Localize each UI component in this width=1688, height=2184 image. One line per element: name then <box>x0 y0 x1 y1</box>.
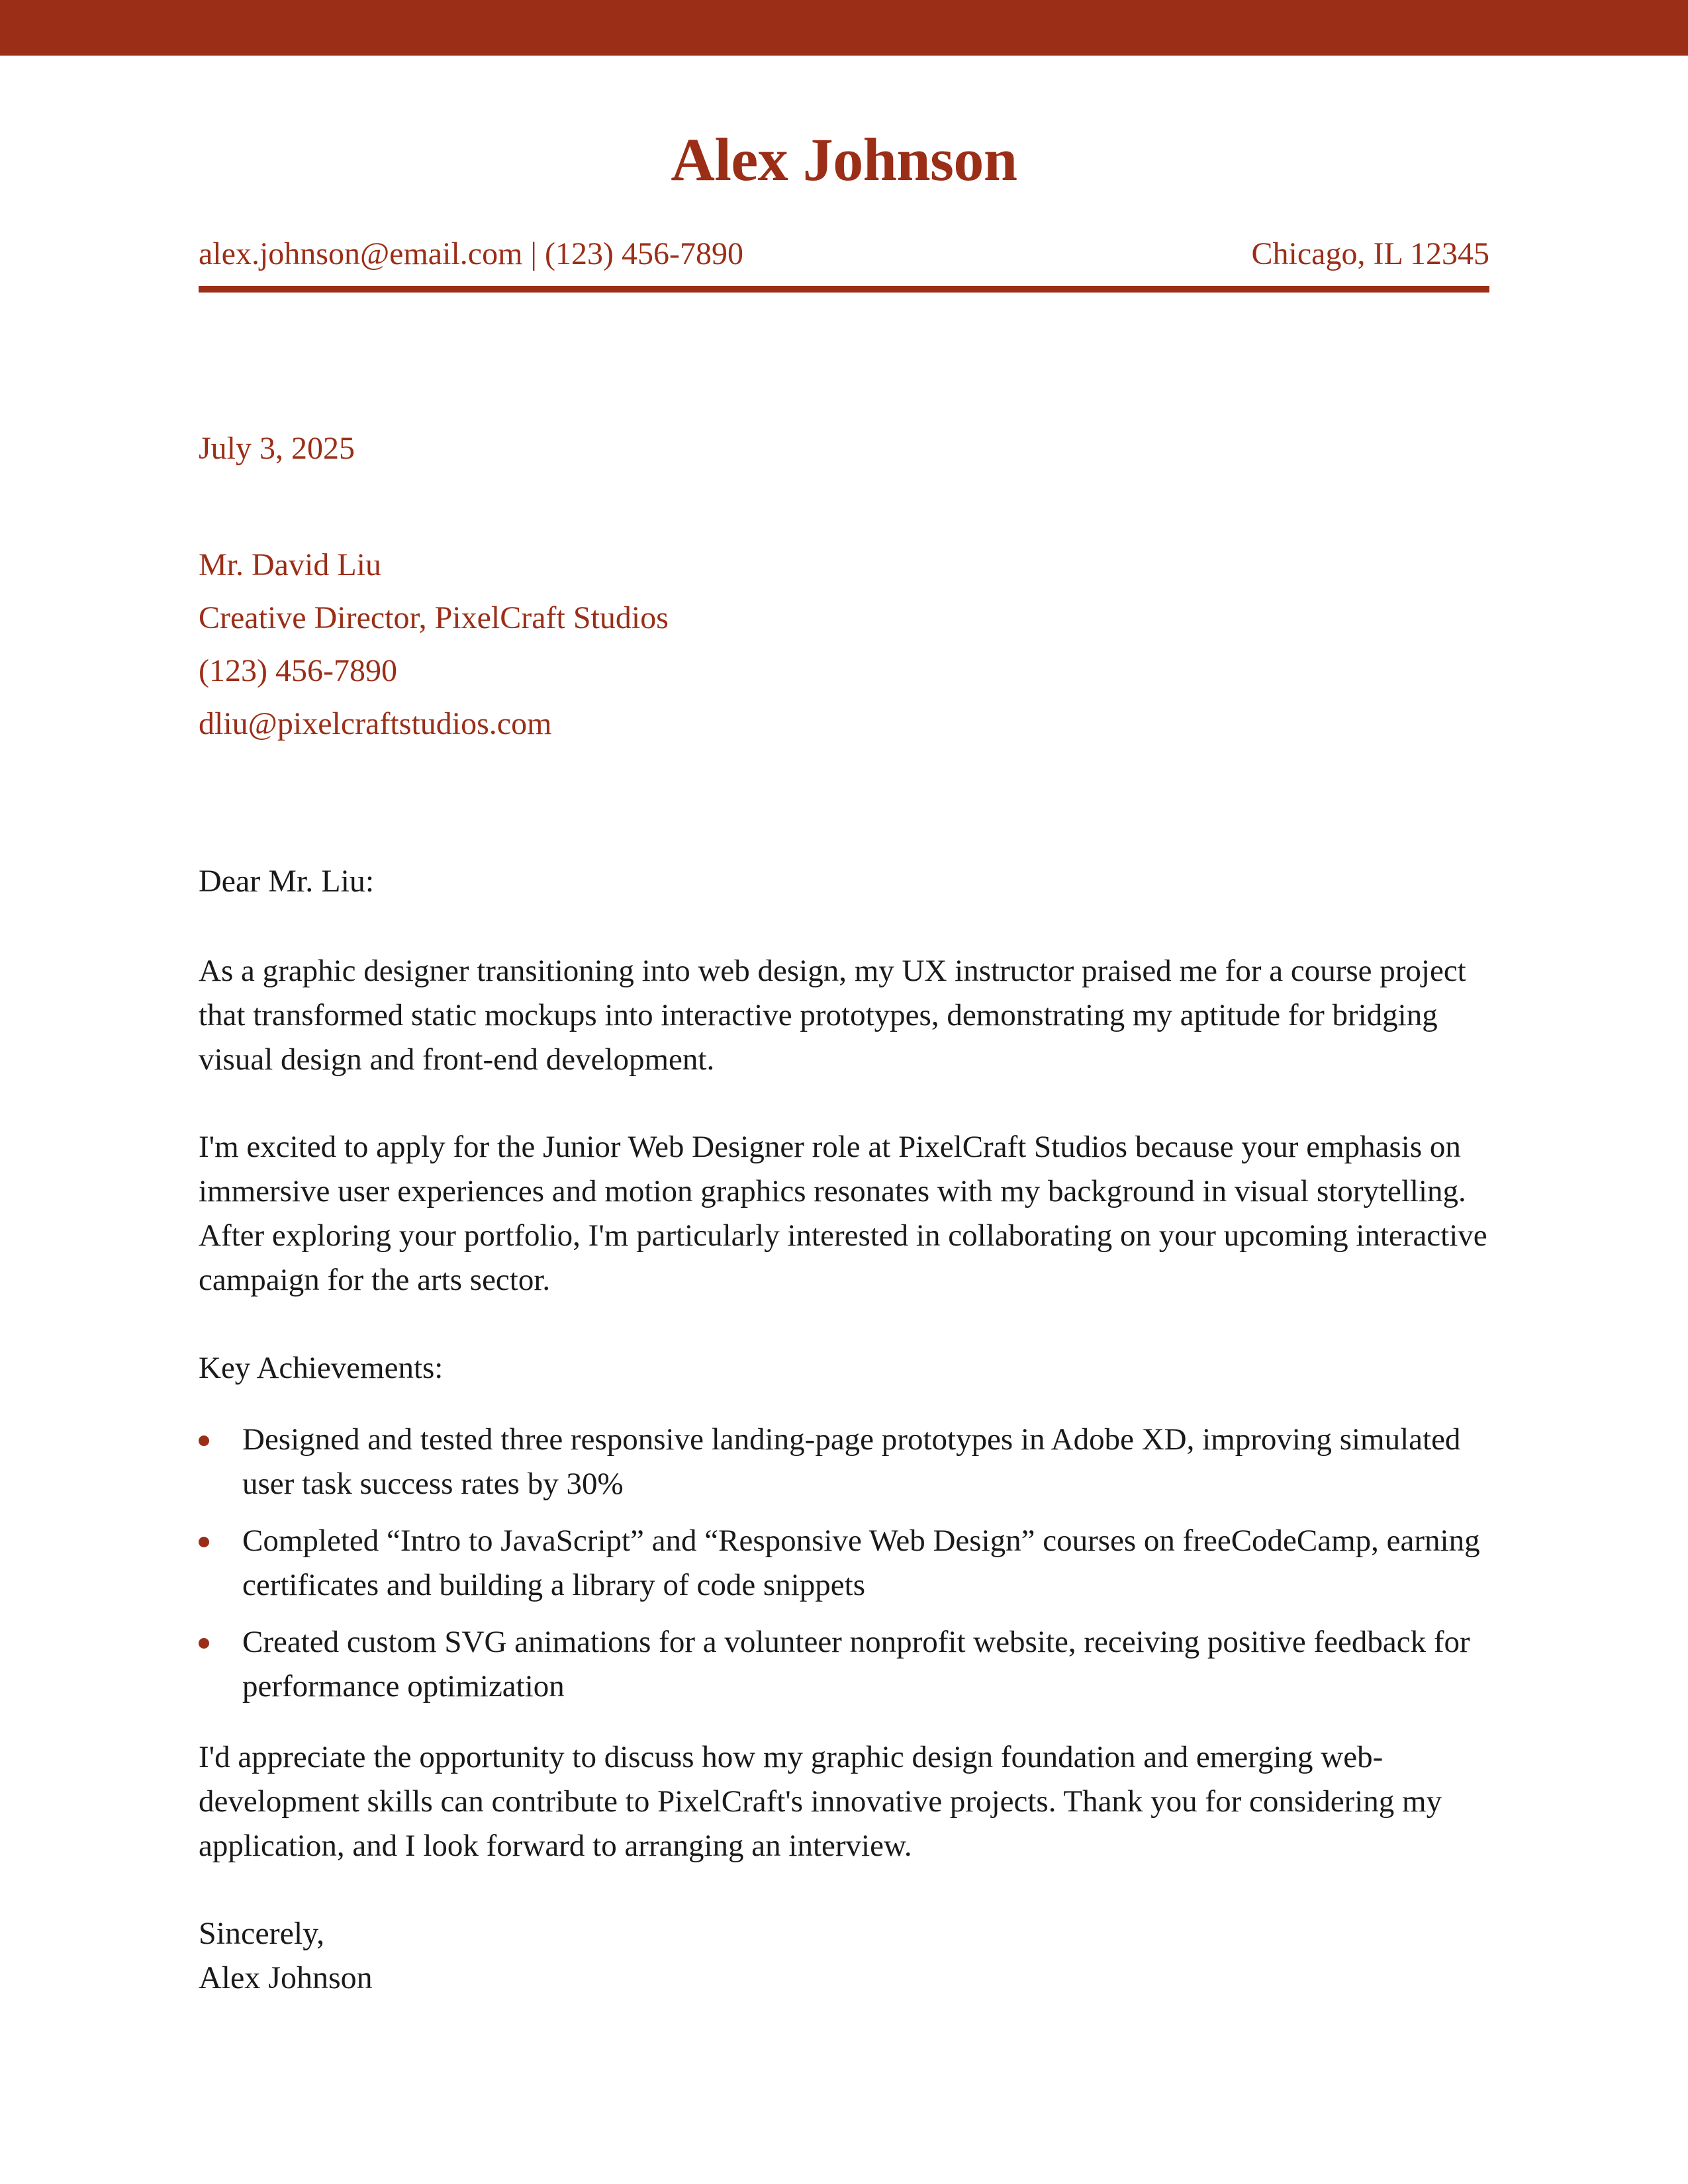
recipient-phone: (123) 456-7890 <box>199 653 397 688</box>
list-item <box>199 1519 1489 1608</box>
closing-block <box>199 1911 373 2000</box>
bullet-dot-icon <box>199 1638 209 1649</box>
body-paragraph-2: I'm excited to apply for the Junior Web Designer role at PixelCraft Studios because your emphasis on immersive user experiences and motion graphics resonates with my background in visual storytelling. After exploring your portfolio, I'm particularly interested in collaborating on your upcoming interactive campaign for the arts sector. <box>199 1130 1487 1297</box>
recipient-email: dliu@pixelcraftstudios.com <box>199 706 552 741</box>
salutation: Dear Mr. Liu: <box>199 864 375 899</box>
recipient-block <box>199 539 669 751</box>
sender-email-phone: alex.johnson@email.com | (123) 456-7890 <box>199 236 743 271</box>
achievements-list <box>199 1418 1489 1721</box>
list-item <box>199 1418 1489 1506</box>
top-accent-bar <box>0 0 1688 56</box>
achievement-text: Designed and tested three responsive landing-page prototypes in Adobe XD, improving simulated user task success rates by 30% <box>242 1422 1461 1501</box>
letter-date: July 3, 2025 <box>199 431 355 466</box>
contact-row <box>199 236 1489 272</box>
list-item <box>199 1620 1489 1709</box>
achievement-text: Created custom SVG animations for a volunteer nonprofit website, receiving positive feedback for performance optimization <box>242 1625 1470 1704</box>
achievements-heading: Key Achievements: <box>199 1351 444 1385</box>
header-divider <box>199 286 1489 293</box>
bullet-dot-icon <box>199 1537 209 1547</box>
closing-paragraph: I'd appreciate the opportunity to discuss how my graphic design foundation and emerging web-development skills can contribute to PixelCraft's innovative projects. Thank you for considering my application, and I look forward to arranging an interview. <box>199 1740 1442 1863</box>
sender-location: Chicago, IL 12345 <box>1251 236 1489 271</box>
signature-name: Alex Johnson <box>199 1960 373 1995</box>
signoff: Sincerely, <box>199 1916 325 1951</box>
achievement-text: Completed “Intro to JavaScript” and “Responsive Web Design” courses on freeCodeCamp, earning certificates and building a library of code snippets <box>242 1524 1480 1602</box>
bullet-dot-icon <box>199 1435 209 1446</box>
sender-name: Alex Johnson <box>671 126 1017 193</box>
recipient-name: Mr. David Liu <box>199 547 381 582</box>
recipient-title: Creative Director, PixelCraft Studios <box>199 600 669 635</box>
body-paragraph-1: As a graphic designer transitioning into web design, my UX instructor praised me for a course project that transformed static mockups into interactive prototypes, demonstrating my aptitude for bridging visual design and front-end development. <box>199 954 1466 1077</box>
